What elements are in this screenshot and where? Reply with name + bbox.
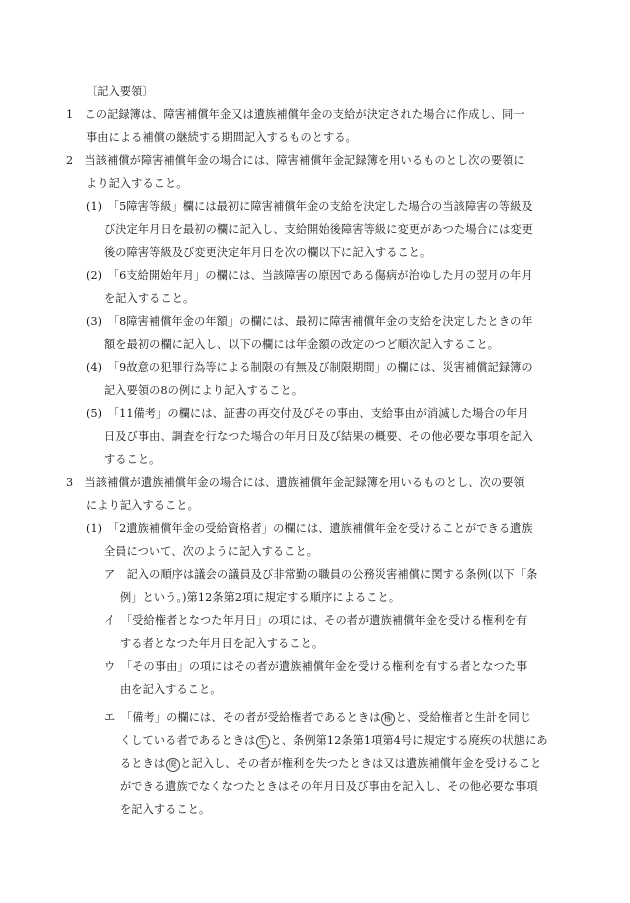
circled-mark-hai: 廃 <box>166 758 180 772</box>
text: くしている者であるときは <box>120 734 256 747</box>
item-2-2-line-1: (2) 「6支給開始年月」の欄には、当該障害の原因である傷病が治ゆした月の翌月の年月 <box>86 269 533 282</box>
sub-e-line-1 <box>104 711 531 726</box>
item-3-1-line-2: 全員について、次のように記入すること。 <box>104 545 319 558</box>
text: と、条例第12条第1項第4号に規定する廃疾の状態にあ <box>270 734 548 747</box>
item-2-1-line-2: び決定年月日を最初の欄に記入し、支給開始後障害等級に変更があつた場合には変更 <box>104 223 533 236</box>
text: と、受給権者と生計を同じ <box>395 711 532 724</box>
item-2-2-line-2: を記入すること。 <box>104 292 195 305</box>
sub-e-line-4: ができる遺族でなくなつたときはその年月日及び事由を記入し、その他必要な事項 <box>120 780 538 793</box>
section-3-line-2: により記入すること。 <box>86 499 199 512</box>
heading: 〔記入要領〕 <box>86 85 154 98</box>
sub-a-line-1: ア 記入の順序は議会の議員及び非常勤の職員の公務災害補償に関する条例(以下「条 <box>104 568 538 581</box>
item-2-4-line-2: 記入要領の8の例により記入すること。 <box>104 384 304 397</box>
item-2-1-line-1: (1) 「5障害等級」欄には最初に障害補償年金の支給を決定した場合の当該障害の等級及 <box>86 200 533 213</box>
circled-mark-sei: 生 <box>256 735 270 749</box>
section-2-line-1: 2 当該補償が障害補償年金の場合には、障害補償年金記録簿を用いるものとし次の要領に <box>66 154 525 167</box>
item-2-5-line-1: (5) 「11備考」の欄には、証書の再交付及びその事由、支給事由が消滅した場合の年月 <box>86 407 529 420</box>
sub-i-line-2: する者となつた年月日を記入すること。 <box>120 637 324 650</box>
circled-mark-ken: 権 <box>381 712 395 726</box>
item-2-3-line-1: (3) 「8障害補償年金の年額」の欄には、最初に障害補償年金の支給を決定したときの年 <box>86 315 533 328</box>
item-2-5-line-2: 日及び事由、調査を行なつた場合の年月日及び結果の概要、その他必要な事項を記入 <box>104 430 533 443</box>
sub-e-line-2 <box>120 734 548 749</box>
item-2-3-line-2: 額を最初の欄に記入し、以下の欄には年金額の改定のつど順次記入すること。 <box>104 338 500 351</box>
item-2-4-line-1: (4) 「9故意の犯罪行為等による制限の有無及び制限期間」の欄には、災害補償記録簿の <box>86 361 533 374</box>
text: るときは <box>120 757 166 770</box>
sub-i-line-1: イ 「受給権者となつた年月日」の項には、その者が遺族補償年金を受ける権利を有 <box>104 614 528 627</box>
item-2-1-line-3: 後の障害等級及び変更決定年月日を次の欄以下に記入すること。 <box>104 246 432 259</box>
sub-u-line-2: 由を記入すること。 <box>120 683 222 696</box>
text: と記入し、その者が権利を失つたときは又は遺族補償年金を受けること <box>180 757 542 770</box>
sub-u-line-1: ウ 「その事由」の項にはその者が遺族補償年金を受ける権利を有する者となつた事 <box>104 660 528 673</box>
sub-e-line-5: を記入すること。 <box>120 803 211 816</box>
section-3-line-1: 3 当該補償が遺族補償年金の場合には、遺族補償年金記録簿を用いるものとし、次の要領 <box>66 476 525 489</box>
section-2-line-2: より記入すること。 <box>86 177 188 190</box>
section-1-line-2: 事由による補償の継続する期間記入するものとする。 <box>86 131 357 144</box>
item-3-1-line-1: (1) 「2遺族補償年金の受給資格者」の欄には、遺族補償年金を受けることができる遺族 <box>86 522 533 535</box>
sub-e-line-3 <box>120 757 541 772</box>
section-1-line-1: 1 この記録簿は、障害補償年金又は遺族補償年金の支給が決定された場合に作成し、同一 <box>66 108 525 121</box>
text: エ 「備考」の欄には、その者が受給権者であるときは <box>104 711 381 724</box>
sub-a-line-2: 例」という。)第12条第2項に規定する順序によること。 <box>120 591 401 604</box>
item-2-5-line-3: すること。 <box>104 453 161 466</box>
